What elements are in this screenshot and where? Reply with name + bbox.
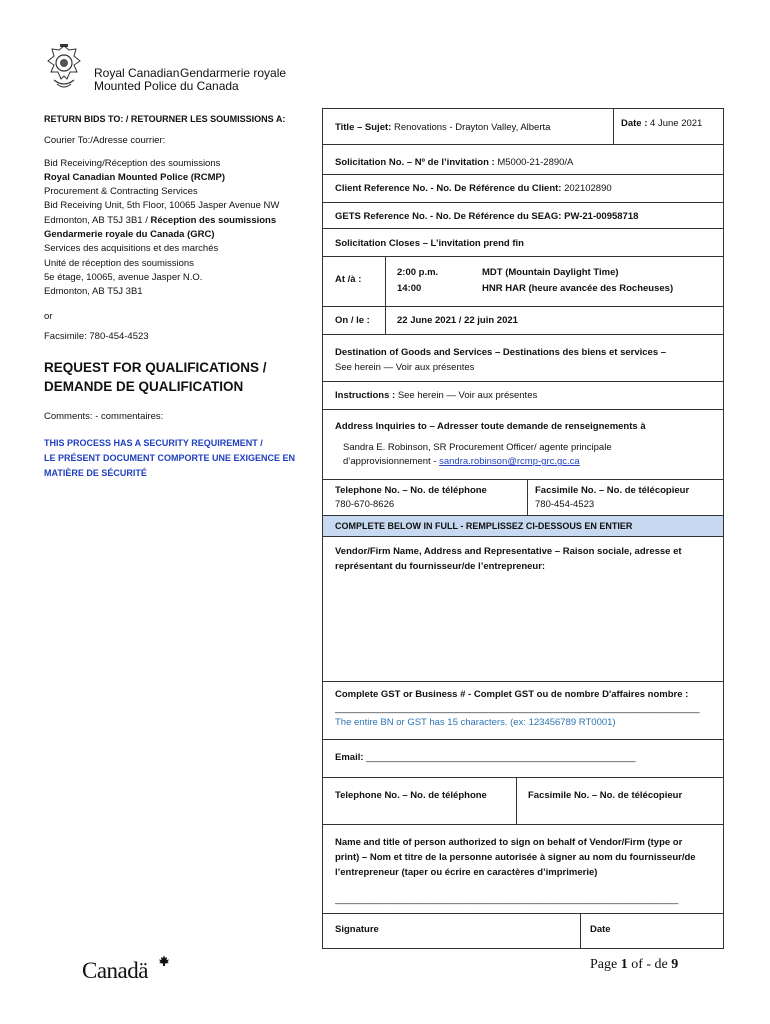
address-line: Edmonton, AB T5J 3B1	[44, 286, 143, 298]
solicitation-closes-row: Solicitation Closes – L’invitation prend fin	[323, 229, 723, 257]
agency-name-english: Royal Canadian Mounted Police	[94, 66, 180, 93]
title-cell: Title – Sujet: Renovations - Drayton Valley, Alberta	[335, 122, 551, 133]
email-field[interactable]: Email: ___________________________________________________	[323, 740, 723, 778]
closing-date-row	[323, 307, 723, 335]
return-bids-heading: RETURN BIDS TO: / RETOURNER LES SOUMISSIONS A:	[44, 114, 286, 124]
address-line: Bid Receiving Unit, 5th Floor, 10065 Jasper Avenue NW	[44, 200, 280, 212]
title-row	[323, 109, 723, 145]
security-requirement: THIS PROCESS HAS A SECURITY REQUIREMENT / LE PRÉSENT DOCUMENT COMPORTE UNE EXIGENCE EN MATIÈRE DE SÉCURITÉ	[44, 438, 296, 479]
return-bids-block	[44, 112, 314, 481]
vendor-telephone-field[interactable]: Telephone No. – No. de téléphone	[335, 790, 487, 801]
address-line: 5e étage, 10065, avenue Jasper N.O.	[44, 271, 203, 283]
inquiries-email-link[interactable]: sandra.robinson@rcmp-grc.gc.ca	[439, 456, 580, 467]
facsimile-text: Facsimile: 780-454-4523	[44, 330, 149, 342]
address-line: Procurement & Contracting Services	[44, 186, 198, 198]
facsimile-cell: Facsimile No. – No. de télécopieur 780-454-4523	[527, 480, 723, 515]
courier-label: Courier To:/Adresse courrier:	[44, 135, 166, 147]
vendor-name-field[interactable]: Vendor/Firm Name, Address and Representative – Raison sociale, adresse et représentant du fournisseur/de l’entrepreneur:	[323, 537, 723, 682]
solicitation-row: Solicitation No. – Nº de l’invitation : M5000-21-2890/A	[323, 145, 723, 175]
address-line: Services des acquisitions et des marchés	[44, 243, 219, 255]
address-line: Unité de réception des soumissions	[44, 257, 194, 269]
vendor-contact-row	[323, 778, 723, 825]
on-label: On / le :	[335, 315, 370, 326]
page-number: Page 1 of - de 9	[590, 957, 679, 972]
signature-row	[323, 914, 723, 948]
contact-row	[323, 480, 723, 516]
gst-field[interactable]: Complete GST or Business # - Complet GST ou de nombre D'affaires nombre : _____________________________________________________________________ The entire BN or GST has 15 characters. (ex: 123456789 RT0001)	[323, 682, 723, 740]
gets-reference-row: GETS Reference No. - No. De Référence du SEAG: PW-21-00958718	[323, 203, 723, 229]
rfq-title: REQUEST FOR QUALIFICATIONS / DEMANDE DE QUALIFICATION	[44, 360, 267, 395]
bid-form-table	[322, 108, 724, 949]
closing-time: 2:00 p.m. 14:00	[385, 257, 471, 306]
agency-name-french: Gendarmerie royale du Canada	[180, 66, 287, 93]
canada-wordmark: Canadä	[82, 958, 148, 984]
date-cell: Date : 4 June 2021	[613, 109, 723, 144]
telephone-cell: Telephone No. – No. de téléphone 780-670-8626	[335, 485, 487, 510]
address-line: Edmonton, AB T5J 3B1 / Réception des soumissions	[44, 214, 277, 226]
or-text: or	[44, 310, 53, 322]
client-reference-row: Client Reference No. - No. De Référence du Client: 202102890	[323, 175, 723, 203]
vendor-facsimile-field[interactable]: Facsimile No. – No. de télécopieur	[516, 778, 723, 824]
instructions-row: Instructions : See herein — Voir aux présentes	[323, 382, 723, 410]
address-line: Gendarmerie royale du Canada (GRC)	[44, 229, 215, 241]
closing-date: 22 June 2021 / 22 juin 2021	[385, 307, 723, 334]
destination-row: Destination of Goods and Services – Destinations des biens et services – See herein — Voir aux présentes	[323, 335, 723, 382]
complete-below-banner: COMPLETE BELOW IN FULL - REMPLISSEZ CI-DESSOUS EN ENTIER	[323, 516, 723, 537]
signature-date-field[interactable]: Date	[580, 914, 723, 948]
signature-field[interactable]: Signature	[335, 924, 379, 935]
authorized-name-field[interactable]: Name and title of person authorized to sign on behalf of Vendor/Firm (type or print) – Nom et titre de la personne autorisée à signer au nom du fournisseur/de l’entrepreneur (taper ou écrire en caractères d’imprimerie) _________________________________________________________________	[323, 825, 723, 914]
rcmp-crest-icon	[44, 44, 84, 92]
address-line: Bid Receiving/Réception des soumissions	[44, 157, 221, 169]
closing-time-row	[323, 257, 723, 307]
at-label: At /à :	[335, 274, 362, 285]
comments-label: Comments: - commentaires:	[44, 411, 164, 423]
inquiries-row: Address Inquiries to – Adresser toute demande de renseignements à Sandra E. Robinson, SR Procurement Officer/ agente principale d’approvisionnement - sandra.robinson@rcmp-grc.gc.ca	[323, 410, 723, 480]
canada-flag-icon	[158, 955, 170, 967]
address-line: Royal Canadian Mounted Police (RCMP)	[44, 171, 226, 183]
closing-timezone: MDT (Mountain Daylight Time) HNR HAR (heure avancée des Rocheuses)	[482, 267, 674, 294]
